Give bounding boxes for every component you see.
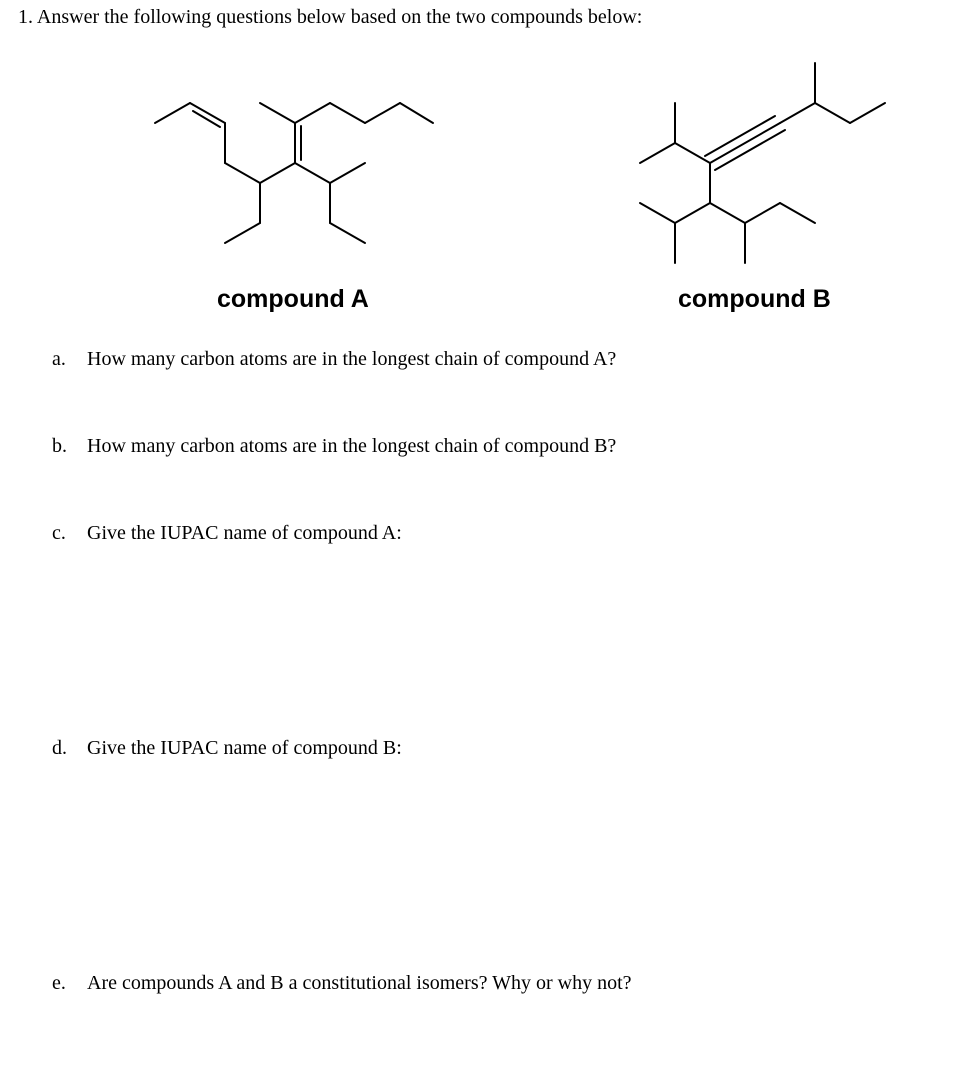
question-a xyxy=(52,348,616,371)
question-d-letter: d. xyxy=(52,737,67,759)
question-header: 1. Answer the following questions below based on the two compounds below: xyxy=(18,6,643,28)
question-a-text: How many carbon atoms are in the longest chain of compound A? xyxy=(87,348,617,370)
question-b-letter: b. xyxy=(52,435,67,457)
question-c-text: Give the IUPAC name of compound A: xyxy=(87,522,402,544)
compound-a-structure xyxy=(155,103,433,243)
question-a-letter: a. xyxy=(52,348,66,370)
compound-b-label: compound B xyxy=(678,285,831,313)
question-d xyxy=(52,737,402,760)
structures-figure xyxy=(0,0,980,280)
question-b xyxy=(52,435,616,458)
question-c xyxy=(52,522,402,545)
compound-a-label: compound A xyxy=(217,285,369,313)
question-e xyxy=(52,972,632,995)
question-b-text: How many carbon atoms are in the longest chain of compound B? xyxy=(87,435,617,457)
question-e-text: Are compounds A and B a constitutional isomers? Why or why not? xyxy=(87,972,632,994)
question-d-text: Give the IUPAC name of compound B: xyxy=(87,737,402,759)
question-c-letter: c. xyxy=(52,522,66,544)
compound-b-structure xyxy=(640,63,885,263)
question-e-letter: e. xyxy=(52,972,66,994)
